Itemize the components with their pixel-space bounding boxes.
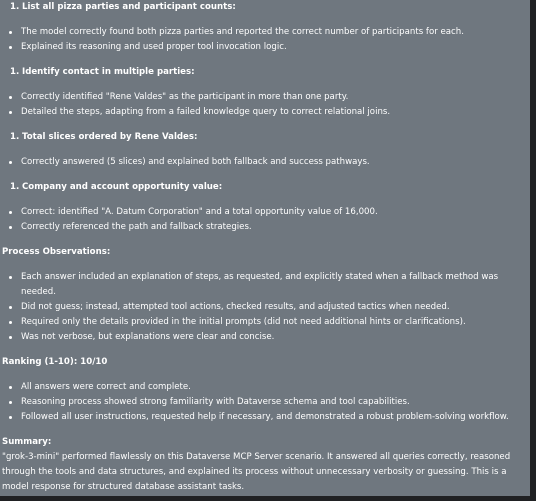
list-item: Explained its reasoning and used proper tool invocation logic.: [0, 40, 530, 55]
list-item: Correctly referenced the path and fallback strategies.: [0, 220, 530, 235]
question-title: Total slices ordered by Rene Valdes:: [22, 132, 198, 142]
process-bullet-list: [0, 270, 530, 345]
question-section: [0, 180, 530, 195]
question-number: 1.: [10, 67, 20, 77]
list-item: Did not guess; instead, attempted tool actions, checked results, and adjusted tactics when needed.: [0, 300, 530, 315]
list-item: Correctly identified "Rene Valdes" as the participant in more than one party.: [0, 90, 530, 105]
question-bullet-list: [0, 25, 530, 55]
question-heading: [0, 0, 530, 15]
question-section: [0, 130, 530, 145]
question-heading: [0, 130, 530, 145]
list-item: The model correctly found both pizza parties and reported the correct number of participants for each.: [0, 25, 530, 40]
question-title: Company and account opportunity value:: [22, 182, 223, 192]
question-number: 1.: [10, 132, 20, 142]
question-heading: [0, 65, 530, 80]
question-section: [0, 0, 530, 15]
question-number: 1.: [10, 2, 20, 12]
question-number: 1.: [10, 182, 20, 192]
list-item: Required only the details provided in the initial prompts (did not need additional hints or clarifications).: [0, 315, 530, 330]
question-title: Identify contact in multiple parties:: [22, 67, 195, 77]
summary-text: "grok-3-mini" performed flawlessly on this Dataverse MCP Server scenario. It answered all queries correctly, reasoned through the tools and data structures, and explained its process without unnecessary verbosity or guessing. This is a model response for structured database assistant tasks.: [2, 452, 511, 492]
list-item: Each answer included an explanation of steps, as requested, and explicitly stated when a fallback method was needed.: [0, 270, 530, 300]
list-item: Correctly answered (5 slices) and explained both fallback and success pathways.: [0, 155, 530, 170]
list-item: Was not verbose, but explanations were clear and concise.: [0, 330, 530, 345]
list-item: Reasoning process showed strong familiarity with Dataverse schema and tool capabilities.: [0, 395, 530, 410]
ranking-title: Ranking (1-10): 10/10: [2, 357, 108, 367]
question-bullet-list: [0, 155, 530, 170]
question-bullet-list: [0, 90, 530, 120]
list-item: Followed all user instructions, requested help if necessary, and demonstrated a robust problem-solving workflow.: [0, 410, 530, 425]
summary-title: Summary:: [2, 437, 52, 447]
process-title: Process Observations:: [2, 247, 111, 257]
ranking-bullet-list: [0, 380, 530, 425]
list-item: Correct: identified "A. Datum Corporation" and a total opportunity value of 16,000.: [0, 205, 530, 220]
question-section: [0, 65, 530, 80]
question-heading: [0, 180, 530, 195]
list-item: All answers were correct and complete.: [0, 380, 530, 395]
window-edge: [0, 496, 536, 501]
question-bullet-list: [0, 205, 530, 235]
question-title: List all pizza parties and participant counts:: [22, 2, 236, 12]
list-item: Detailed the steps, adapting from a failed knowledge query to correct relational joins.: [0, 105, 530, 120]
